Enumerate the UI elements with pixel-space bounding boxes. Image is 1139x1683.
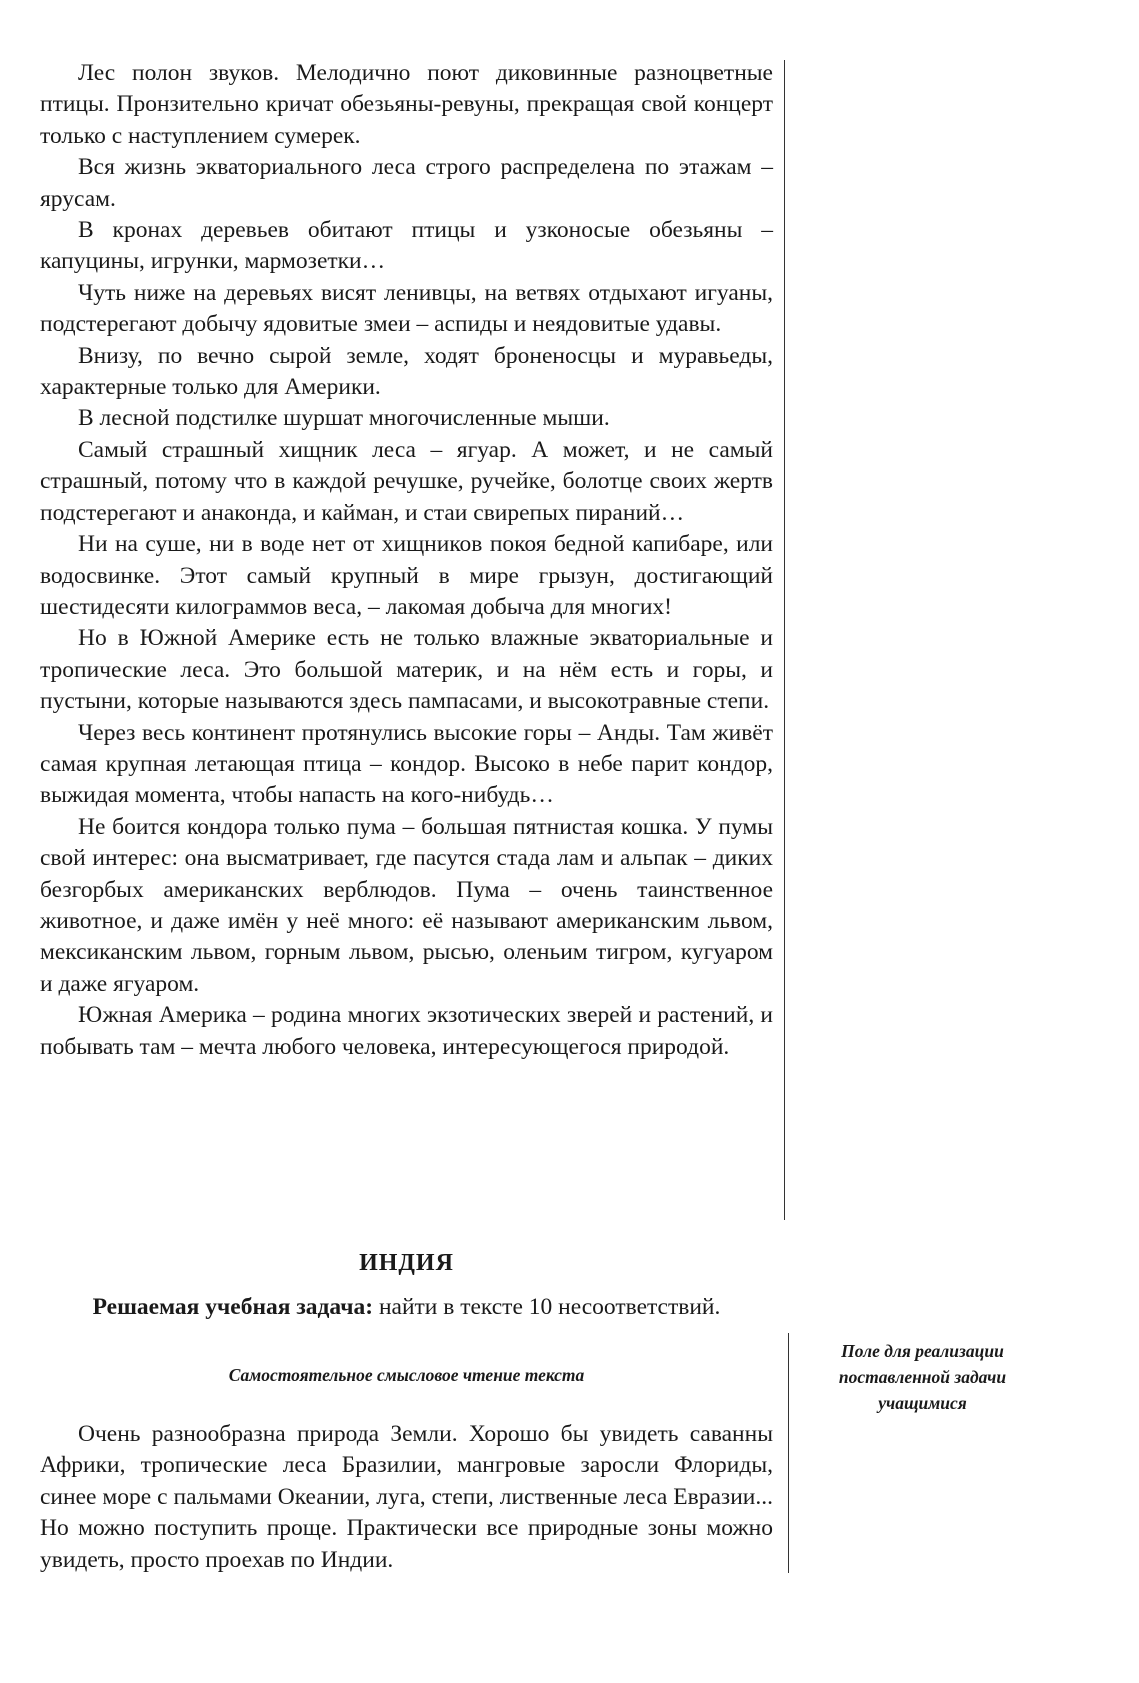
side-note-line: учащимися <box>878 1393 967 1413</box>
section-title: ИНДИЯ <box>359 1250 454 1276</box>
paragraph: Вся жизнь экваториального леса строго распределена по этажам – ярусам. <box>40 154 773 212</box>
side-note-line: поставленной задачи <box>838 1367 1007 1387</box>
paragraph: Ни на суше, ни в воде нет от хищников покоя бедной капибаре, или водосвинке. Этот самый крупный в мире грызун, достигающий шестидесяти килограммов веса, – лакомая добыча для многих! <box>40 531 773 620</box>
paragraph: В лесной подстилке шуршат многочисленные мыши. <box>78 405 610 432</box>
task-label: Решаемая учебная задача: <box>92 1294 374 1320</box>
paragraph: Но в Южной Америке есть не только влажные экваториальные и тропические леса. Это большой материк, и на нём есть и горы, и пустыни, которые называются здесь пампасами, и высокотравные степи. <box>40 625 773 715</box>
paragraph: Южная Америка – родина многих экзотических зверей и растений, и побывать там – мечта любого человека, интересующегося природой. <box>40 1002 773 1060</box>
side-note-line: Поле для реализации <box>841 1341 1004 1361</box>
upper-text-column <box>40 58 773 1063</box>
paragraph: В кронах деревьев обитают птицы и узконосые обезьяны – капуцины, игрунки, мармозетки… <box>40 217 773 275</box>
paragraph: Лес полон звуков. Мелодично поют диковинные разноцветные птицы. Пронзительно кричат обезьяны-ревуны, прекращая свой концерт только с наступлением сумерек. <box>40 60 773 149</box>
paragraph: Самый страшный хищник леса – ягуар. А может, и не самый страшный, потому что в каждой речушке, ручейке, болотце своих жертв подстерегают и анаконда, и кайман, и стаи свирепых пираний… <box>40 436 773 526</box>
column-divider <box>788 1333 789 1573</box>
column-divider <box>784 60 785 1220</box>
side-note <box>810 1338 1035 1416</box>
task-line <box>40 1294 773 1321</box>
task-text: найти в тексте 10 несоответствий. <box>373 1294 721 1320</box>
paragraph: Очень разнообразна природа Земли. Хорошо бы увидеть саванны Африки, тропические леса Бразилии, мангровые заросли Флориды, синее море с пальмами Океании, луга, степи, лиственные леса Евразии... Но можно поступить проще. Практически все природные зоны можно увидеть, просто проехав по Индии. <box>40 1421 773 1573</box>
reading-subheading: Самостоятельное смысловое чтение текста <box>228 1365 585 1385</box>
lower-text-column <box>40 1419 773 1576</box>
paragraph: Не боится кондора только пума – большая пятнистая кошка. У пумы свой интерес: она высматривает, где пасутся стада лам и альпак – диких безгорбых американских верблюдов. Пума – очень таинственное животное, и даже имён у неё много: её называют американским львом, мексиканским львом, горным львом, рысью, оленьим тигром, кугуаром и даже ягуаром. <box>40 813 773 997</box>
paragraph: Чуть ниже на деревьях висят ленивцы, на ветвях отдыхают игуаны, подстерегают добычу ядовитые змеи – аспиды и неядовитые удавы. <box>40 279 773 338</box>
paragraph: Внизу, по вечно сырой земле, ходят броненосцы и муравьеды, характерные только для Америки. <box>40 342 773 401</box>
paragraph: Через весь континент протянулись высокие горы – Анды. Там живёт самая крупная летающая птица – кондор. Высоко в небе парит кондор, выжидая момента, чтобы напасть на кого-нибудь… <box>40 719 773 809</box>
